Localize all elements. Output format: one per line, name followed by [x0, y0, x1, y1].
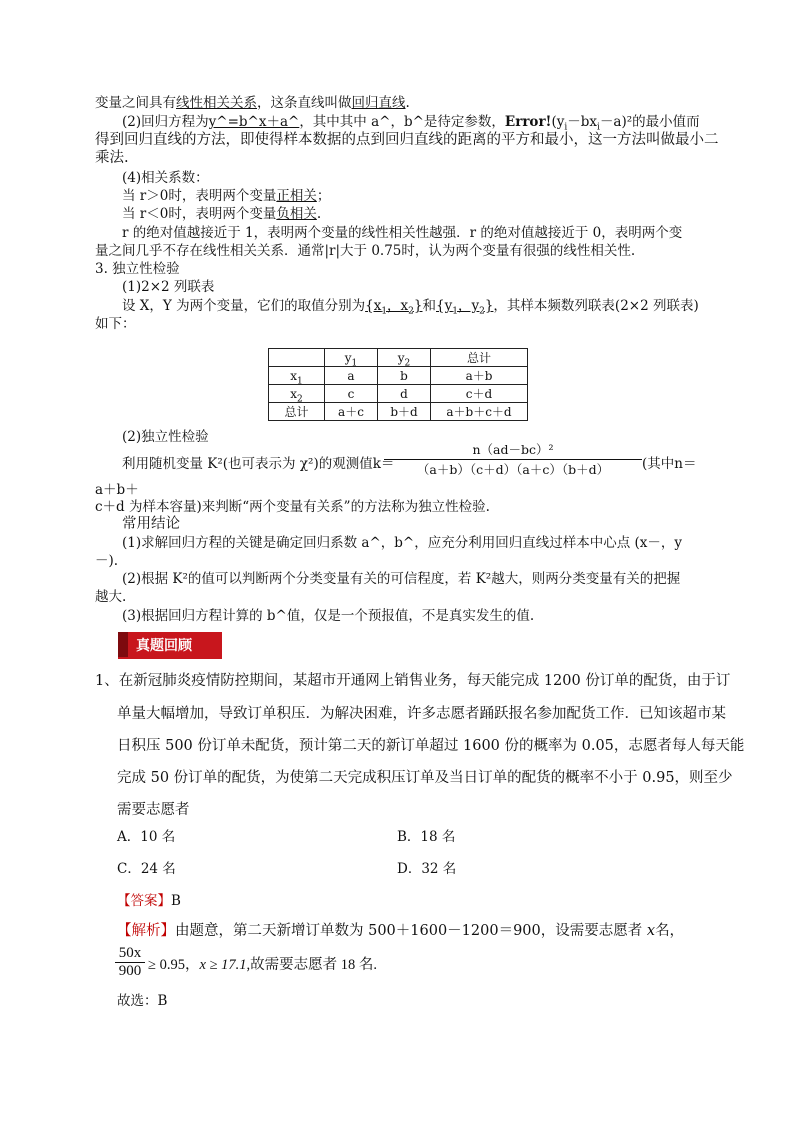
option-b: B．18 名 [397, 829, 456, 845]
fraction-numerator: n（ad－bc）² [384, 440, 642, 460]
table-cell: b＋d [378, 403, 431, 421]
table-cell: 总计 [269, 403, 325, 421]
table-cell: $x_1$ [269, 367, 325, 385]
conclusion-3: (3)根据回归方程计算的 b^值，仅是一个预报值，不是真实发生的值. [122, 608, 535, 624]
answer-value: B [171, 893, 181, 909]
set-x: {$x_1$，$x_2$} [365, 298, 423, 317]
text: x ≥ 17.1 [199, 957, 247, 973]
question-line-1: 1、在新冠肺炎疫情防控期间，某超市开通网上销售业务，每天能完成 1200 份订单的配货，由于订 [95, 673, 731, 689]
text: 变量之间具有 [95, 95, 176, 111]
banner-accent [118, 632, 128, 657]
conclusions-title: 常用结论 [122, 516, 180, 532]
set-y: {$y_1$，$y_2$} [436, 298, 494, 317]
table-cell: d [378, 385, 431, 403]
table-cell: c [325, 385, 378, 403]
error-marker: Error! [504, 114, 552, 130]
conclusion-2: (2)根据 K²的值可以判断两个分类变量有关的可信程度，若 K²越大，则两分类变量有关的把握 [122, 571, 681, 587]
question-line-3: 日积压 500 份订单未配货，预计第二天的新订单超过 1600 份的概率为 0.05，志愿者每人每天能 [117, 738, 745, 754]
table-row [269, 367, 528, 385]
contingency-table [268, 348, 528, 421]
text: (2)回归方程为 [122, 114, 209, 130]
text: {y [436, 298, 453, 314]
answer-label: 【答案】 [117, 893, 171, 909]
set-definition-2: 如下： [95, 316, 136, 332]
section-heading: 3. 独立性检验 [95, 261, 180, 277]
table-cell: 总计 [431, 349, 528, 367]
regression-line-2: 得到回归直线的方法，即使得样本数据的点到回归直线的距离的平方和最小，这一方法叫做最小二 [95, 132, 719, 148]
table-row [269, 349, 528, 367]
fraction-denominator: （a＋b）（c＋d）（a＋c）（b＋d） [416, 462, 610, 477]
question-line-5: 需要志愿者 [117, 802, 190, 818]
subsection-title-2: (2)独立性检验 [122, 429, 209, 445]
subsection-title: (1)2×2 列联表 [122, 279, 215, 295]
table-cell: a [325, 367, 378, 385]
text: (y [551, 114, 565, 130]
chi-square-fraction [384, 440, 642, 478]
formula-definition: c＋d 为样本容量)来判断“两个变量有关系”的方法称为独立性检验. [95, 499, 490, 515]
intro-line [95, 94, 410, 112]
fraction-numerator: 50x [115, 945, 145, 963]
text: . [405, 95, 410, 111]
option-c: C．24 名 [117, 861, 176, 877]
text: {x [365, 298, 382, 314]
text: 设 X，Y 为两个变量，它们的取值分别为 [122, 298, 366, 314]
text: ，其中其中 a^，b^是待定参数， [299, 114, 505, 130]
question-line-4: 完成 50 份订单的配货，为使第二天完成积压订单及当日订单的配货的概率不小于 0.95，则至少 [117, 770, 733, 786]
text: ，其样本频数列联表(2×2 列联表) [493, 298, 699, 314]
fraction-denominator: 900 [118, 963, 142, 979]
term-regression-line: 回归直线 [351, 95, 406, 111]
table-row [269, 385, 528, 403]
text: ，x [387, 298, 409, 314]
question-line-2: 单量大幅增加，导致订单积压．为解决困难，许多志愿者踊跃报名参加配货工作．已知该超市某 [117, 706, 726, 722]
banner-underline [118, 657, 222, 659]
text: ，这条直线叫做 [257, 95, 352, 111]
table-cell: $x_2$ [269, 385, 325, 403]
correlation-abs-2: 量之间几乎不存在线性相关关系．通常|r|大于 0.75时，认为两个变量有很强的线性相关性. [95, 243, 636, 259]
analysis-line [117, 922, 684, 940]
analysis-label: 【解析】 [117, 923, 175, 939]
option-a: A．10 名 [117, 829, 176, 845]
table-cell: $y_2$ [378, 349, 431, 367]
section-banner [118, 632, 222, 657]
banner-label: 真题回顾 [136, 638, 192, 654]
text: 和 [422, 298, 436, 314]
text: 当 r＜0时，表明两个变量 [122, 206, 277, 222]
text: ，y [457, 298, 480, 314]
correlation-positive [122, 187, 330, 205]
text: } [413, 298, 423, 314]
text: . [316, 206, 322, 222]
conclusion-1: (1)求解回归方程的关键是确定回归系数 a^，b^，应充分利用回归直线过样本中心点 (x－，y [122, 535, 683, 551]
formula-continued: a＋b＋ [95, 482, 139, 498]
correlation-title: (4)相关系数： [122, 170, 209, 186]
formula-tail: (其中n＝ [642, 456, 697, 472]
answer-fraction [115, 945, 145, 980]
text: ,故需要志愿者 18 名. [246, 957, 377, 973]
table-cell: a＋c [325, 403, 378, 421]
variable-x: x [646, 923, 656, 939]
term-positive: 正相关 [276, 188, 317, 204]
term-linear-correlation: 线性相关关系 [176, 95, 257, 111]
text: －bx [567, 114, 598, 130]
table-cell [269, 349, 325, 367]
table-cell: a＋b [431, 367, 528, 385]
term-negative: 负相关 [276, 206, 317, 222]
correlation-negative [122, 205, 321, 223]
answer-line [117, 892, 181, 910]
text: 由题意，第二天新增订单数为 500＋1600－1200＝900，设需要志愿者 [175, 923, 643, 939]
text: ≥ 0.95， [148, 957, 200, 973]
set-definition [122, 297, 699, 315]
conclusion-2-cont: 越大. [95, 589, 127, 605]
conclusion-1-cont: －). [95, 553, 119, 569]
final-answer: 故选：B [117, 993, 168, 1009]
regression-line-1: (2)回归方程为y^=b^x＋a^，其中其中 a^，b^是待定参数，$Error!(y_i-bx_i-a)^2$的最小值而 [122, 114, 700, 133]
regression-equation: y^=b^x＋a^ [208, 114, 300, 130]
answer-result [148, 956, 377, 974]
correlation-abs-1: r 的绝对值越接近于 1，表明两个变量的线性相关性越强．r 的绝对值越接近于 0，表明两个变 [122, 225, 683, 241]
table-cell: a＋b＋c＋d [431, 403, 528, 421]
text: } [484, 298, 494, 314]
text: 名， [655, 923, 685, 939]
table-row [269, 403, 528, 421]
text: 当 r＞0时，表明两个变量 [122, 188, 277, 204]
formula-intro: 利用随机变量 K²(也可表示为 χ²)的观测值k＝ [122, 456, 395, 472]
text: －a)²的最小值而 [599, 114, 700, 130]
option-d: D．32 名 [397, 861, 457, 877]
regression-line-3: 乘法. [95, 150, 129, 166]
table-cell: c＋d [431, 385, 528, 403]
text: ； [316, 188, 331, 204]
table-cell: b [378, 367, 431, 385]
table-cell: $y_1$ [325, 349, 378, 367]
